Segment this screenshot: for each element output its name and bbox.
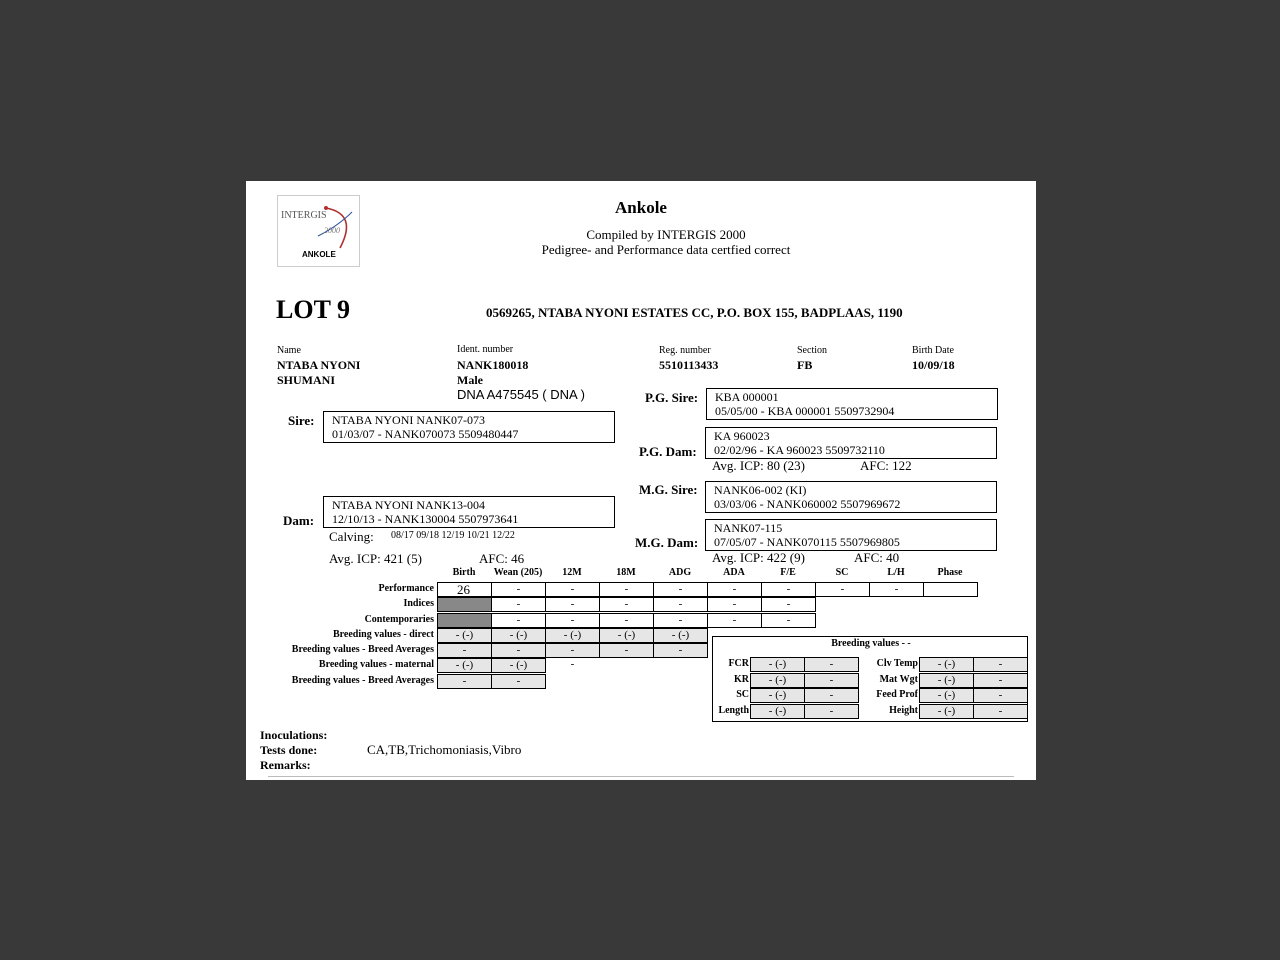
sire-label: Sire: bbox=[288, 413, 315, 428]
bv-label: Height bbox=[889, 705, 918, 716]
perf-cell: - bbox=[570, 658, 575, 670]
perf-cell: - bbox=[761, 582, 816, 597]
bv-cell: - (-) bbox=[919, 704, 974, 719]
birth-date-value: 10/09/18 bbox=[912, 358, 955, 372]
mg-sire-box bbox=[705, 481, 997, 513]
perf-cell: - bbox=[653, 582, 708, 597]
perf-cell: - (-) bbox=[491, 658, 546, 673]
inoculations-label: Inoculations: bbox=[260, 728, 328, 742]
logo-year: 2000 bbox=[324, 226, 340, 235]
pg-dam-afc: AFC: 122 bbox=[860, 458, 912, 473]
dam-line2: 12/10/13 - NANK130004 5507973641 bbox=[332, 512, 519, 526]
perf-column-header: L/H bbox=[887, 567, 905, 578]
pg-dam-label: P.G. Dam: bbox=[639, 444, 697, 459]
sex-value: Male bbox=[457, 373, 483, 387]
catalogue-page bbox=[246, 181, 1036, 780]
perf-row-label: Breeding values - Breed Averages bbox=[291, 675, 434, 686]
perf-column-header: Birth bbox=[452, 567, 476, 578]
section-label: Section bbox=[797, 345, 827, 356]
dna-value: DNA A475545 ( DNA ) bbox=[457, 387, 585, 402]
dam-afc: AFC: 46 bbox=[479, 551, 525, 566]
bv-label: SC bbox=[736, 689, 749, 700]
perf-cell: - bbox=[599, 597, 654, 612]
bv-cell: - (-) bbox=[919, 673, 974, 688]
perf-cell: - bbox=[599, 643, 654, 658]
tests-done-label: Tests done: bbox=[260, 743, 318, 757]
perf-cell: - bbox=[761, 613, 816, 628]
animal-name-line2: SHUMANI bbox=[277, 373, 336, 387]
perf-cell: - bbox=[653, 643, 708, 658]
pg-dam-line1: KA 960023 bbox=[714, 429, 770, 443]
perf-cell: - bbox=[707, 613, 762, 628]
perf-cell: - bbox=[491, 674, 546, 689]
perf-cell bbox=[923, 582, 978, 597]
perf-cell: - bbox=[599, 582, 654, 597]
perf-cell: - (-) bbox=[437, 628, 492, 643]
certified-text: Pedigree- and Performance data certfied correct bbox=[541, 242, 791, 257]
bv-cell: - (-) bbox=[750, 704, 805, 719]
mg-dam-box bbox=[705, 519, 997, 551]
pg-dam-box bbox=[705, 427, 997, 459]
reg-label: Reg. number bbox=[659, 345, 711, 356]
perf-column-header: SC bbox=[835, 567, 849, 578]
animal-name-line1: NTABA NYONI bbox=[277, 358, 361, 372]
mg-dam-avg-icp: Avg. ICP: 422 (9) bbox=[712, 550, 805, 565]
page-title: Ankole bbox=[615, 198, 667, 217]
owner-details: 0569265, NTABA NYONI ESTATES CC, P.O. BOX 155, BADPLAAS, 1190 bbox=[486, 305, 903, 320]
pg-sire-box bbox=[706, 388, 998, 420]
perf-column-header: ADG bbox=[668, 567, 692, 578]
dam-avg-icp: Avg. ICP: 421 (5) bbox=[329, 551, 422, 566]
bv-label: FCR bbox=[728, 658, 749, 669]
remarks-label: Remarks: bbox=[260, 758, 311, 772]
bv-cell: - (-) bbox=[919, 688, 974, 703]
bv-cell: - bbox=[973, 704, 1028, 719]
sire-line1: NTABA NYONI NANK07-073 bbox=[332, 413, 486, 427]
perf-column-header: Phase bbox=[937, 567, 963, 578]
bv-cell: - bbox=[973, 657, 1028, 672]
logo-breed: ANKOLE bbox=[302, 250, 336, 259]
perf-row-label: Performance bbox=[378, 583, 434, 594]
perf-cell: - bbox=[707, 597, 762, 612]
tests-done-value: CA,TB,Trichomoniasis,Vibro bbox=[367, 742, 522, 757]
dam-line1: NTABA NYONI NANK13-004 bbox=[332, 498, 486, 512]
bv-cell: - bbox=[973, 688, 1028, 703]
mg-dam-line1: NANK07-115 bbox=[714, 521, 783, 535]
dam-box bbox=[323, 496, 615, 528]
bv-cell: - bbox=[804, 704, 859, 719]
perf-cell: - (-) bbox=[545, 628, 600, 643]
perf-cell: - (-) bbox=[599, 628, 654, 643]
perf-cell: - bbox=[491, 597, 546, 612]
sire-box bbox=[323, 411, 615, 443]
bv-label: Mat Wgt bbox=[879, 674, 918, 685]
bv-cell: - (-) bbox=[750, 688, 805, 703]
lot-number: LOT 9 bbox=[276, 295, 350, 324]
bv-cell: - (-) bbox=[750, 673, 805, 688]
perf-cell: - bbox=[869, 582, 924, 597]
calving-label: Calving: bbox=[329, 529, 374, 544]
section-value: FB bbox=[797, 358, 813, 372]
perf-row-label: Contemporaries bbox=[364, 614, 434, 625]
perf-cell: - (-) bbox=[653, 628, 708, 643]
perf-cell: - bbox=[653, 597, 708, 612]
calving-dates: 08/17 09/18 12/19 10/21 12/22 bbox=[391, 530, 515, 541]
perf-cell: - bbox=[545, 597, 600, 612]
reg-number: 5510113433 bbox=[659, 358, 719, 372]
bv-label: Feed Prof bbox=[876, 689, 918, 700]
perf-column-header: 18M bbox=[616, 567, 636, 578]
perf-cell: - bbox=[545, 582, 600, 597]
perf-cell: - bbox=[545, 643, 600, 658]
perf-cell: - bbox=[491, 643, 546, 658]
ident-number: NANK180018 bbox=[457, 358, 529, 372]
perf-cell: - bbox=[653, 613, 708, 628]
perf-cell: - bbox=[437, 674, 492, 689]
perf-cell bbox=[437, 613, 492, 628]
birth-date-label: Birth Date bbox=[912, 345, 954, 356]
perf-row-label: Breeding values - direct bbox=[332, 629, 434, 640]
bv-label: KR bbox=[734, 674, 749, 685]
bottom-rule bbox=[268, 776, 1014, 777]
name-label: Name bbox=[277, 345, 301, 356]
mg-sire-line2: 03/03/06 - NANK060002 5507969672 bbox=[714, 497, 901, 511]
mg-dam-label: M.G. Dam: bbox=[635, 535, 699, 550]
bv-cell: - bbox=[804, 673, 859, 688]
perf-cell: - bbox=[545, 613, 600, 628]
perf-row-label: Indices bbox=[403, 598, 434, 609]
perf-cell: - (-) bbox=[491, 628, 546, 643]
dam-label: Dam: bbox=[283, 513, 315, 528]
perf-cell bbox=[437, 597, 492, 612]
perf-column-header: Wean (205) bbox=[493, 567, 543, 578]
mg-dam-line2: 07/05/07 - NANK070115 5507969805 bbox=[714, 535, 900, 549]
bv-cell: - bbox=[804, 657, 859, 672]
mg-dam-afc: AFC: 40 bbox=[854, 550, 900, 565]
bv-cell: - (-) bbox=[750, 657, 805, 672]
perf-column-header: ADA bbox=[723, 567, 745, 578]
bv-label: Length bbox=[718, 705, 749, 716]
perf-cell: 26 bbox=[437, 582, 492, 597]
ident-label: Ident. number bbox=[457, 344, 514, 355]
perf-cell: - bbox=[761, 597, 816, 612]
perf-cell: - bbox=[599, 613, 654, 628]
mg-sire-label: M.G. Sire: bbox=[639, 482, 698, 497]
bv-cell: - bbox=[973, 673, 1028, 688]
perf-cell: - (-) bbox=[437, 658, 492, 673]
pg-dam-line2: 02/02/96 - KA 960023 5509732110 bbox=[714, 443, 885, 457]
perf-column-header: 12M bbox=[562, 567, 582, 578]
pg-sire-line2: 05/05/00 - KBA 000001 5509732904 bbox=[715, 404, 895, 418]
bv-cell: - (-) bbox=[919, 657, 974, 672]
bv-cell: - bbox=[804, 688, 859, 703]
perf-cell: - bbox=[437, 643, 492, 658]
pg-dam-avg-icp: Avg. ICP: 80 (23) bbox=[712, 458, 805, 473]
breeding-values-title: Breeding values - - bbox=[831, 638, 911, 649]
perf-cell: - bbox=[491, 613, 546, 628]
perf-cell: - bbox=[707, 582, 762, 597]
sire-line2: 01/03/07 - NANK070073 5509480447 bbox=[332, 427, 519, 441]
pg-sire-label: P.G. Sire: bbox=[645, 390, 699, 405]
bv-label: Clv Temp bbox=[876, 658, 918, 669]
pg-sire-line1: KBA 000001 bbox=[715, 390, 779, 404]
perf-column-header: F/E bbox=[780, 567, 796, 578]
compiled-text: Compiled by INTERGIS 2000 bbox=[586, 227, 746, 242]
perf-cell: - bbox=[815, 582, 870, 597]
logo-brand: INTERGIS bbox=[281, 210, 327, 221]
mg-sire-line1: NANK06-002 (KI) bbox=[714, 483, 807, 497]
perf-cell: - bbox=[491, 582, 546, 597]
perf-row-label: Breeding values - maternal bbox=[318, 659, 434, 670]
perf-row-label: Breeding values - Breed Averages bbox=[291, 644, 434, 655]
